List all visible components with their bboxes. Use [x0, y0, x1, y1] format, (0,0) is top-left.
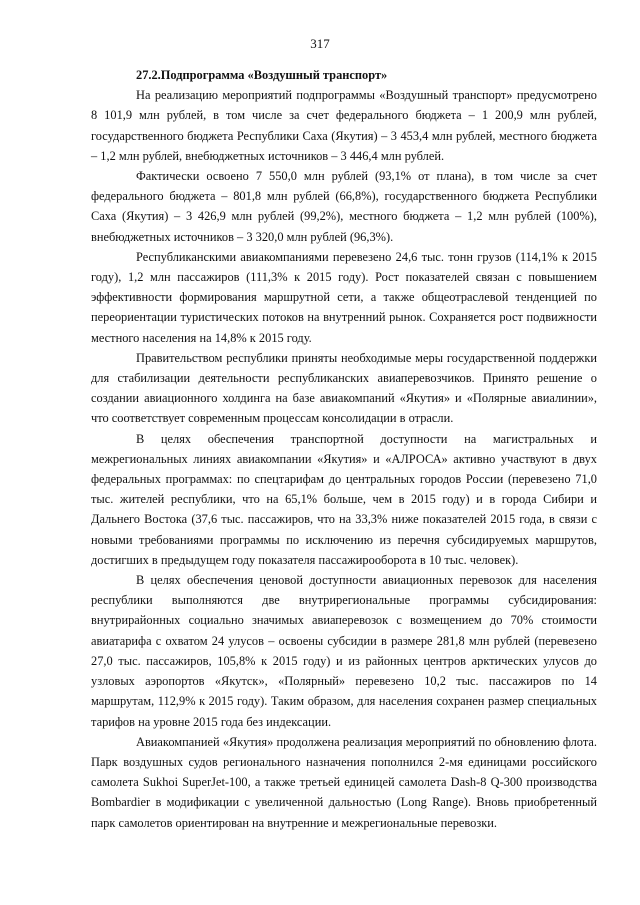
document-body: [91, 65, 597, 833]
section-heading: 27.2.Подпрограмма «Воздушный транспорт»: [136, 68, 388, 82]
page-number: 317: [310, 36, 330, 51]
paragraph-government-support: Правительством республики приняты необходимые меры государственной поддержки для стабилизации деятельности республиканских авиаперевозчиков. Принято решение о создании авиационного холдинга на базе авиакомпаний «Якутия» и «Полярные авиалинии», что соответствует современным процессам консолидации в отрасли.: [91, 350, 597, 426]
paragraph-funding-plan: На реализацию мероприятий подпрограммы «Воздушный транспорт» предусмотрено 8 101,9 млн рублей, в том числе за счет федерального бюджета – 1 200,9 млн рублей, государственного бюджета Республики Саха (Якутия) – 3 453,4 млн рублей, местного бюджета – 1,2 млн рублей, внебюджетных источников – 3 446,4 млн рублей.: [91, 88, 597, 163]
paragraph-federal-programs: В целях обеспечения транспортной доступности на магистральных и межрегиональных линиях авиакомпании «Якутия» и «АЛРОСА» активно участвуют в двух федеральных программах: по спецтарифам до центральных городов России (перевезено 71,0 тыс. жителей республики, что на 65,1% больше, чем в 2015 году) и в города Сибири и Дальнего Востока (37,6 тыс. пассажиров, что на 33,3% ниже показателей 2015 года, в связи с новыми требованиями программы по исключению из перечня субсидируемых маршрутов, достигших в предыдущем году показателя пассажирооборота в 10 тыс. человек).: [91, 431, 597, 567]
paragraph-subsidies: В целях обеспечения ценовой доступности авиационных перевозок для населения республики выполняются две внутрирегиональные программы субсидирования: внутрирайонных социально значимых авиаперевозок с возмещением до 70% стоимости авиатарифа с охватом 24 улусов – освоены субсидии в размере 281,8 млн рублей (перевезено 27,0 тыс. пассажиров, 105,8% к 2015 году) и из районных центров арктических улусов до узловых аэропортов «Якутск», «Полярный» перевезено 10,2 тыс. пассажиров по 14 маршрутам, 112,9% к 2015 году). Таким образом, для населения сохранен размер специальных тарифов на уровне 2015 года без индексации.: [91, 573, 597, 729]
paragraph-traffic: Республиканскими авиакомпаниями перевезено 24,6 тыс. тонн грузов (114,1% к 2015 году), 1,2 млн пассажиров (111,3% к 2015 году). Рост показателей связан с повышением эффективности формирования маршрутной сети, а также общеотраслевой тенденцией по переориентации туристических потоков на внутренний рынок. Сохраняется рост подвижности местного населения на 14,8% к 2015 году.: [91, 249, 597, 345]
paragraph-funding-actual: Фактически освоено 7 550,0 млн рублей (93,1% от плана), в том числе за счет федерального бюджета – 801,8 млн рублей (66,8%), государственного бюджета Республики Саха (Якутия) – 3 426,9 млн рублей (99,2%), местного бюджета – 1,2 млн рублей (100%), внебюджетных источников – 3 320,0 млн рублей (96,3%).: [91, 169, 597, 244]
paragraph-fleet-renewal: Авиакомпанией «Якутия» продолжена реализация мероприятий по обновлению флота. Парк воздушных судов регионального назначения пополнился 2-мя единицами российского самолета Sukhoi SuperJet-100, а также третьей единицей самолета Dash-8 Q-300 производства Bombardier в модификации с увеличенной дальностью (Long Range). Вновь приобретенный парк самолетов ориентирован на внутренние и межрегиональные перевозки.: [91, 734, 597, 830]
